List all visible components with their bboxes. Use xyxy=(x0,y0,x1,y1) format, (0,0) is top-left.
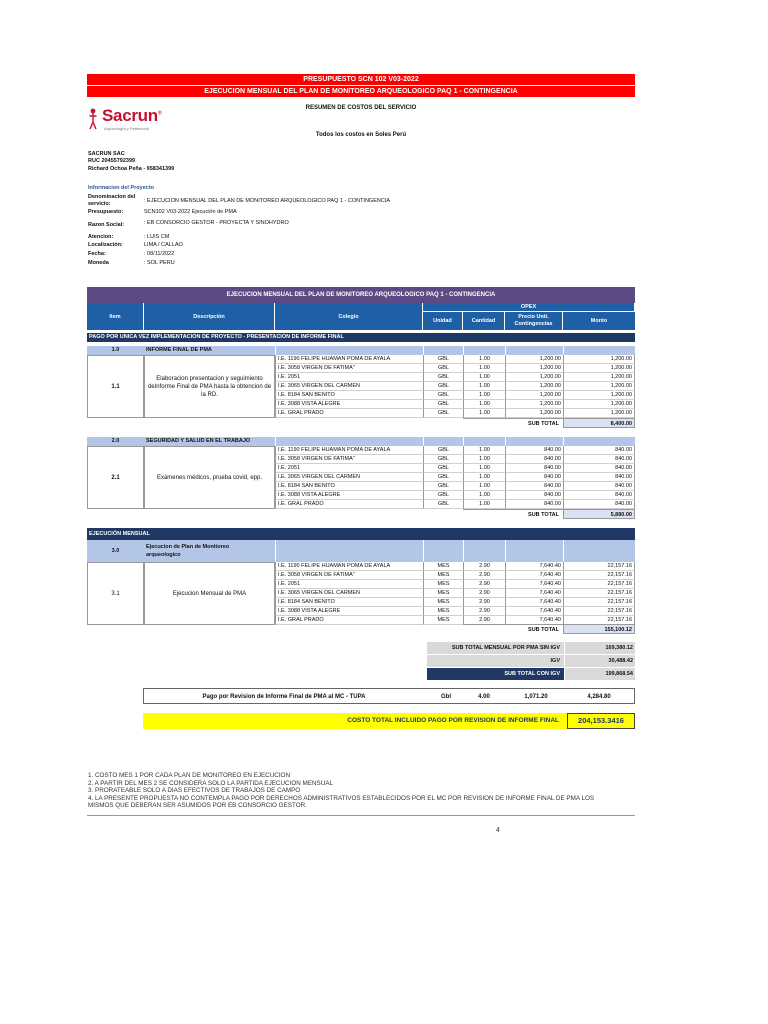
moneda-label: Moneda xyxy=(88,260,109,266)
colegio-cell: I.E. 3058 VIRGEN DE FATIMA" xyxy=(275,571,423,580)
cantidad-cell: 2.90 xyxy=(463,616,505,625)
unidad-cell: GBL xyxy=(423,364,463,373)
table-row xyxy=(87,446,635,455)
precio-cell: 7,640.40 xyxy=(505,580,563,589)
subtotal-value: 155,100.12 xyxy=(563,624,635,634)
notes-block xyxy=(88,772,636,810)
colegio-cell: I.E. GRAL PRADO xyxy=(275,616,423,625)
group-title-implementacion: PAGO POR UNICA VEZ IMPLEMENTACION DE PROYECTO - PRESENTACION DE INFORME FINAL xyxy=(87,333,635,342)
table-row xyxy=(87,500,635,509)
monto-cell: 840.00 xyxy=(563,473,635,482)
header-precio-line2: Contingencias xyxy=(514,321,553,327)
precio-cell: 840.00 xyxy=(505,473,563,482)
table-row xyxy=(87,491,635,500)
group-title-ejecucion: EJECUCIÓN MENSUAL xyxy=(87,528,635,540)
unidad-cell: GBL xyxy=(423,464,463,473)
page-number: 4 xyxy=(496,827,500,834)
colegio-cell: I.E. 3065 VIRGEN DEL CARMEN xyxy=(275,382,423,391)
table-row xyxy=(87,607,635,616)
total-row xyxy=(143,713,635,729)
header-descripcion: Descripción xyxy=(144,303,275,330)
item-number: 3.1 xyxy=(111,590,120,597)
note-line: 2. A PARTIR DEL MES 2 SE CONSIDERA SOLO LA PARTIDA EJECUCION MENSUAL xyxy=(88,779,333,787)
table-row xyxy=(87,580,635,589)
presupuesto-value: SCN102 V03-2022 Ejecución de PMA xyxy=(144,209,237,215)
cantidad-cell: 1.00 xyxy=(463,455,505,464)
precio-cell: 7,640.40 xyxy=(505,589,563,598)
pago-label: Pago por Revision de Informe Final de PMA al MC - TUPA xyxy=(202,694,366,700)
table-row xyxy=(87,373,635,382)
monto-cell: 1,200.00 xyxy=(563,391,635,400)
logo-figure-icon xyxy=(88,108,98,130)
header-opex: OPEX xyxy=(423,303,635,312)
table-row xyxy=(87,409,635,418)
cantidad-cell: 1.00 xyxy=(463,464,505,473)
summary-title: RESUMEN DE COSTOS DEL SERVICIO xyxy=(305,105,417,111)
table-row xyxy=(87,562,635,571)
precio-cell: 7,640.40 xyxy=(505,616,563,625)
note-line: 4. LA PRESENTE PROPUESTA NO CONTEMPLA PAGO POR DERECHOS ADMINISTRATIVOS ESTABLECIDOS POR EL MC POR REVISION DE INFORME FINAL DE PMA LOS xyxy=(88,794,595,802)
precio-cell: 1,200.00 xyxy=(505,373,563,382)
item-description: Elaboracion presentacion y seguimiento deInforme Final de PMA hasta la obtencion de la RD. xyxy=(147,375,272,398)
cantidad-cell: 1.00 xyxy=(463,491,505,500)
unidad-cell: MES xyxy=(423,607,463,616)
header-unidad: Unidad xyxy=(423,312,463,330)
colegio-cell: I.E. 3088 VISTA ALEGRE xyxy=(275,400,423,409)
cantidad-cell: 1.00 xyxy=(463,409,505,418)
cantidad-cell: 2.90 xyxy=(463,562,505,571)
header-precio xyxy=(505,312,563,330)
denominacion-label-1: Denominacion del xyxy=(88,194,136,200)
monto-cell: 22,157.16 xyxy=(563,580,635,589)
total-label: COSTO TOTAL INCLUIDO PAGO POR REVISION DE INFORME FINAL xyxy=(347,717,559,724)
unidad-cell: GBL xyxy=(423,391,463,400)
presupuesto-label: Presupuesto: xyxy=(88,209,124,215)
colegio-cell: I.E. 3088 VISTA ALEGRE xyxy=(275,607,423,616)
section-number: 3.0 xyxy=(111,548,120,554)
igv-label: IGV xyxy=(427,655,564,667)
unidad-cell: GBL xyxy=(423,491,463,500)
precio-cell: 1,200.00 xyxy=(505,409,563,418)
colegio-cell: I.E. 2051 xyxy=(275,373,423,382)
table-row xyxy=(87,391,635,400)
colegio-cell: I.E. 3058 VIRGEN DE FATIMA" xyxy=(275,364,423,373)
colegio-cell: I.E. 3065 VIRGEN DEL CARMEN xyxy=(275,473,423,482)
cantidad-cell: 1.00 xyxy=(463,364,505,373)
table-row xyxy=(87,589,635,598)
note-line: MISMOS QUE DEBERAN SER ASUMIDOS POR EB CONSORCIO GESTOR. xyxy=(88,802,307,810)
monto-cell: 840.00 xyxy=(563,500,635,509)
denominacion-label-2: servicio: xyxy=(88,201,111,207)
table-row xyxy=(87,364,635,373)
precio-cell: 7,640.40 xyxy=(505,598,563,607)
table-row xyxy=(87,455,635,464)
logo-wordmark: Sacrun® xyxy=(102,106,162,125)
document-title-banner: EJECUCION MENSUAL DEL PLAN DE MONITOREO ARQUEOLOGICO PAQ 1 - CONTINGENCIA xyxy=(87,86,635,97)
colegio-cell: I.E. 1190 FELIPE HUAMAN POMA DE AYALA xyxy=(275,446,423,455)
atencion-value: : LUIS CM xyxy=(144,234,170,240)
header-colegio: Colegio xyxy=(275,303,423,330)
unidad-cell: MES xyxy=(423,562,463,571)
monto-cell: 840.00 xyxy=(563,482,635,491)
project-info-title: Informacion del Proyecto xyxy=(88,185,155,191)
table-row xyxy=(87,355,635,364)
colegio-cell: I.E. 8184 SAN BENITO xyxy=(275,482,423,491)
unidad-cell: MES xyxy=(423,616,463,625)
table-row xyxy=(87,473,635,482)
item-description: Ejecucion Mensual de PMA xyxy=(172,590,247,597)
table-row xyxy=(87,482,635,491)
colegio-cell: I.E. 8184 SAN BENITO xyxy=(275,391,423,400)
precio-cell: 7,640.40 xyxy=(505,607,563,616)
colegio-cell: I.E. GRAL PRADO xyxy=(275,409,423,418)
pago-cantidad: 4.00 xyxy=(478,694,490,700)
precio-cell: 840.00 xyxy=(505,482,563,491)
moneda-value: : SOL PERU xyxy=(144,260,175,266)
total-value: 204,153.3416 xyxy=(567,713,635,729)
section-seguridad xyxy=(87,437,635,446)
unidad-cell: MES xyxy=(423,571,463,580)
pago-monto: 4,284.80 xyxy=(587,694,611,700)
company-contact: Richard Ochoa Peña - 958341399 xyxy=(88,166,175,172)
company-ruc: RUC 20455792399 xyxy=(88,158,136,164)
colegio-cell: I.E. 2051 xyxy=(275,464,423,473)
budget-code-banner: PRESUPUESTO SCN 102 V03-2022 xyxy=(87,74,635,85)
monto-cell: 22,157.16 xyxy=(563,562,635,571)
currency-note: Todos los costos en Soles Perú xyxy=(315,132,407,138)
subtotal-con-igv-value: 199,868.54 xyxy=(564,668,635,680)
precio-cell: 840.00 xyxy=(505,491,563,500)
subtotal-value: 5,880.00 xyxy=(563,509,635,519)
item-number: 2.1 xyxy=(111,474,120,481)
cantidad-cell: 2.90 xyxy=(463,589,505,598)
precio-cell: 840.00 xyxy=(505,446,563,455)
cantidad-cell: 2.90 xyxy=(463,607,505,616)
subtotal-label: SUB TOTAL xyxy=(463,509,563,519)
header-item: Item xyxy=(87,303,144,330)
precio-cell: 7,640.40 xyxy=(505,562,563,571)
igv-value: 30,488.42 xyxy=(564,655,635,667)
section-title: INFORME FINAL DE PMA xyxy=(146,347,212,353)
monto-cell: 840.00 xyxy=(563,446,635,455)
unidad-cell: GBL xyxy=(423,500,463,509)
section-informe-final xyxy=(87,346,635,355)
monto-cell: 1,200.00 xyxy=(563,373,635,382)
monto-cell: 1,200.00 xyxy=(563,364,635,373)
colegio-cell: I.E. 1190 FELIPE HUAMAN POMA DE AYALA xyxy=(275,562,423,571)
precio-cell: 1,200.00 xyxy=(505,355,563,364)
section-title: Ejecucion de Plan de Monitoreo arqueologico xyxy=(146,544,230,558)
subtotal-label: SUB TOTAL xyxy=(463,418,563,428)
logo-tagline: Arqueología y Patrimonio xyxy=(104,126,149,131)
section-number: 2.0 xyxy=(111,438,120,444)
colegio-cell: I.E. 3058 VIRGEN DE FATIMA" xyxy=(275,455,423,464)
table-row xyxy=(87,598,635,607)
colegio-cell: I.E. 2051 xyxy=(275,580,423,589)
monto-cell: 1,200.00 xyxy=(563,400,635,409)
cantidad-cell: 1.00 xyxy=(463,482,505,491)
colegio-cell: I.E. GRAL PRADO xyxy=(275,500,423,509)
cantidad-cell: 1.00 xyxy=(463,391,505,400)
monto-cell: 22,157.16 xyxy=(563,616,635,625)
colegio-cell: I.E. 8184 SAN BENITO xyxy=(275,598,423,607)
localizacion-value: LIMA / CALLAO xyxy=(144,242,183,248)
monto-cell: 840.00 xyxy=(563,455,635,464)
footer-divider xyxy=(87,815,635,816)
subtotal-sin-igv-value: 169,380.12 xyxy=(564,642,635,654)
pago-unidad: Gbl xyxy=(441,694,451,700)
colegio-cell: I.E. 3088 VISTA ALEGRE xyxy=(275,491,423,500)
unidad-cell: MES xyxy=(423,589,463,598)
cantidad-cell: 1.00 xyxy=(463,400,505,409)
table-title: EJECUCION MENSUAL DEL PLAN DE MONITOREO ARQUEOLOGICO PAQ 1 - CONTINGENCIA xyxy=(87,287,635,303)
unidad-cell: GBL xyxy=(423,482,463,491)
precio-cell: 840.00 xyxy=(505,464,563,473)
table-row xyxy=(87,571,635,580)
monto-cell: 22,157.16 xyxy=(563,571,635,580)
monto-cell: 22,157.16 xyxy=(563,589,635,598)
header-precio-line1: Precio Unit. xyxy=(518,314,549,320)
subtotal-sin-igv-label: SUB TOTAL MENSUAL POR PMA SIN IGV xyxy=(427,642,564,654)
subtotal-label: SUB TOTAL xyxy=(463,624,563,634)
denominacion-value: : EJECUCION MENSUAL DEL PLAN DE MONITOREO ARQUEOLOGICO PAQ 1 - CONTINGENCIA xyxy=(144,198,391,204)
precio-cell: 840.00 xyxy=(505,455,563,464)
cantidad-cell: 1.00 xyxy=(463,446,505,455)
table-row xyxy=(87,400,635,409)
pago-revision-row xyxy=(143,688,635,704)
precio-cell: 1,200.00 xyxy=(505,400,563,409)
razon-value: : EB CONSORCIO GESTOR - PROYECTA Y SINOHYDRO xyxy=(144,220,289,226)
cantidad-cell: 1.00 xyxy=(463,355,505,364)
section-number: 1.0 xyxy=(111,347,120,353)
unidad-cell: MES xyxy=(423,598,463,607)
note-line: 1. COSTO MES 1 POR CADA PLAN DE MONITOREO EN EJECUCION xyxy=(88,772,291,779)
item-description: Exámenes médicos, prueba covid, epp. xyxy=(156,474,263,481)
fecha-value: : 08/11/2022 xyxy=(144,251,175,257)
monto-cell: 22,157.16 xyxy=(563,598,635,607)
monto-cell: 1,200.00 xyxy=(563,355,635,364)
precio-cell: 1,200.00 xyxy=(505,382,563,391)
precio-cell: 840.00 xyxy=(505,500,563,509)
section-ejecucion-plan xyxy=(87,540,635,562)
cantidad-cell: 2.90 xyxy=(463,598,505,607)
cantidad-cell: 1.00 xyxy=(463,373,505,382)
unidad-cell: GBL xyxy=(423,455,463,464)
unidad-cell: GBL xyxy=(423,382,463,391)
monto-cell: 840.00 xyxy=(563,464,635,473)
unidad-cell: GBL xyxy=(423,400,463,409)
colegio-cell: I.E. 1190 FELIPE HUAMAN POMA DE AYALA xyxy=(275,355,423,364)
razon-label: Razon Social: xyxy=(88,222,125,228)
cantidad-cell: 2.90 xyxy=(463,571,505,580)
precio-cell: 7,640.40 xyxy=(505,571,563,580)
fecha-label: Fecha: xyxy=(88,251,106,257)
subtotal-con-igv-label: SUB TOTAL CON IGV xyxy=(427,668,564,680)
atencion-label: Atencion: xyxy=(88,234,114,240)
unidad-cell: GBL xyxy=(423,373,463,382)
subtotal-value: 8,400.00 xyxy=(563,418,635,428)
precio-cell: 1,200.00 xyxy=(505,364,563,373)
table-row xyxy=(87,464,635,473)
monto-cell: 22,157.16 xyxy=(563,607,635,616)
cantidad-cell: 1.00 xyxy=(463,473,505,482)
unidad-cell: GBL xyxy=(423,446,463,455)
cantidad-cell: 1.00 xyxy=(463,500,505,509)
section-title: SEGURIDAD Y SALUD EN EL TRABAJO xyxy=(146,438,251,444)
monto-cell: 1,200.00 xyxy=(563,409,635,418)
company-name: SACRUN SAC xyxy=(88,151,125,157)
cantidad-cell: 2.90 xyxy=(463,580,505,589)
unidad-cell: MES xyxy=(423,580,463,589)
monto-cell: 1,200.00 xyxy=(563,382,635,391)
header-monto: Monto xyxy=(563,312,635,330)
monto-cell: 840.00 xyxy=(563,491,635,500)
colegio-cell: I.E. 3065 VIRGEN DEL CARMEN xyxy=(275,589,423,598)
header-cantidad: Cantidad xyxy=(463,312,505,330)
localizacion-label: Localización: xyxy=(88,242,123,248)
item-number: 1.1 xyxy=(111,383,120,390)
note-line: 3. PRORATEABLE SOLO A DIAS EFECTIVOS DE TRABAJOS DE CAMPO xyxy=(88,787,301,795)
precio-cell: 1,200.00 xyxy=(505,391,563,400)
table-row xyxy=(87,382,635,391)
pago-precio: 1,071.20 xyxy=(524,694,548,700)
cantidad-cell: 1.00 xyxy=(463,382,505,391)
unidad-cell: GBL xyxy=(423,355,463,364)
unidad-cell: GBL xyxy=(423,473,463,482)
unidad-cell: GBL xyxy=(423,409,463,418)
